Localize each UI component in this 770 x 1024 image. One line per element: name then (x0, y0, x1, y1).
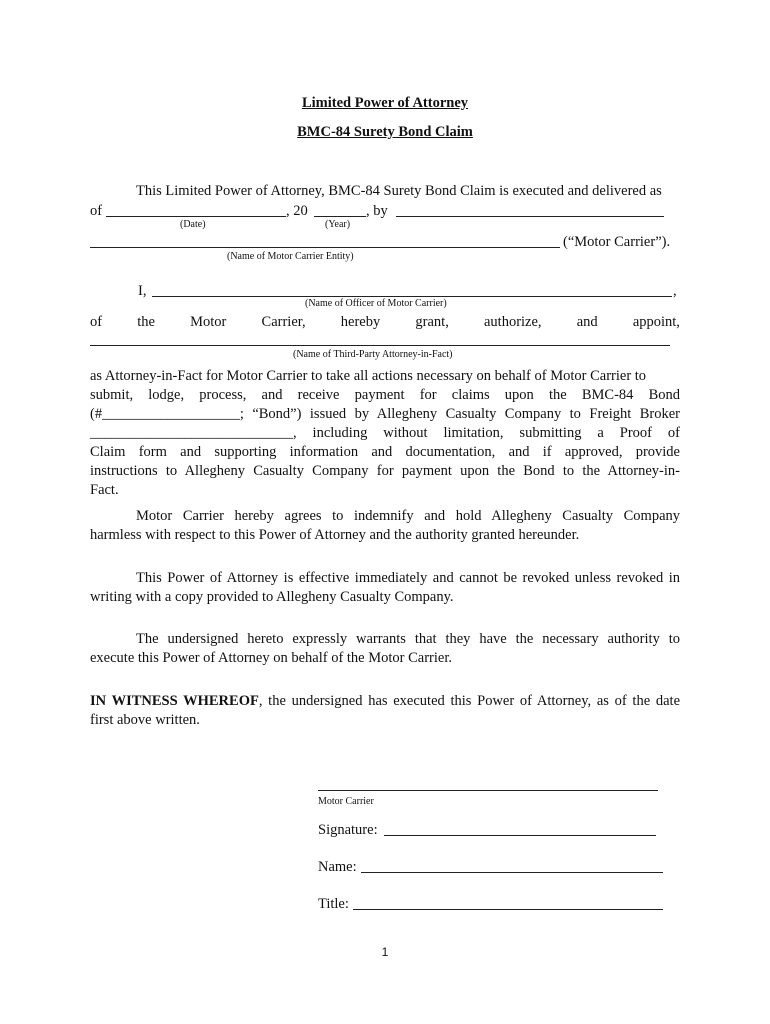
witness-paragraph (90, 692, 680, 730)
para-line: execute this Power of Attorney on behalf of the Motor Carrier. (90, 650, 452, 666)
para-line: ____________________________, including without limitation, submitting a Proof of (90, 425, 680, 441)
date-caption: (Date) (180, 219, 206, 230)
document-title: Limited Power of Attorney (301, 95, 469, 111)
para-line: This Power of Attorney is effective immediately and cannot be revoked unless revoked in (136, 570, 680, 586)
para-line: writing with a copy provided to Allegheny Casualty Company. (90, 589, 454, 605)
title-blank[interactable] (353, 909, 663, 910)
title-label: Title: (318, 896, 349, 912)
motor-carrier-suffix: (“Motor Carrier”). (563, 234, 671, 250)
year-blank[interactable] (314, 216, 366, 217)
motor-carrier-entity-blank[interactable] (90, 247, 560, 248)
attorney-caption: (Name of Third-Party Attorney-in-Fact) (293, 349, 453, 360)
by-blank[interactable] (396, 216, 664, 217)
para-line: instructions to Allegheny Casualty Company for payment upon the Bond to the Attorney-in- (90, 463, 680, 479)
para-line: Claim form and supporting information and documentation, and if approved, provide (90, 444, 680, 460)
witness-rest: , the undersigned has executed this Power of Attorney, as of the date (258, 693, 681, 709)
signature-blank[interactable] (384, 835, 656, 836)
document-subtitle: BMC-84 Surety Bond Claim (297, 124, 473, 140)
motor-carrier-blank[interactable] (318, 790, 658, 791)
signature-label: Signature: (318, 822, 378, 838)
para-line: first above written. (90, 712, 200, 728)
grant-word: the (137, 314, 155, 330)
name-blank[interactable] (361, 872, 663, 873)
grant-word: Motor (190, 314, 227, 330)
grant-word: authorize, (483, 314, 542, 330)
para-line: The undersigned hereto expressly warrants that they have the necessary authority to (136, 631, 680, 647)
witness-bold: IN WITNESS WHEREOF (90, 693, 259, 709)
grant-word: of (90, 314, 103, 330)
intro-line-1: This Limited Power of Attorney, BMC-84 Surety Bond Claim is executed and delivered as (136, 183, 662, 199)
grant-word: hereby (340, 314, 381, 330)
officer-comma: , (673, 283, 677, 299)
para-line (90, 692, 680, 711)
para-line: as Attorney-in-Fact for Motor Carrier to take all actions necessary on behalf of Motor Carrier to (90, 368, 647, 384)
officer-caption: (Name of Officer of Motor Carrier) (305, 298, 447, 309)
warrant-paragraph (90, 630, 680, 668)
i-word: I, (138, 283, 147, 299)
twenty-text: , 20 (286, 203, 308, 219)
name-label: Name: (318, 859, 357, 875)
motor-carrier-caption: Motor Carrier (318, 796, 374, 807)
page-number: 1 (381, 945, 389, 959)
date-blank[interactable] (106, 216, 286, 217)
grant-word: appoint, (632, 314, 680, 330)
grant-line (90, 315, 680, 330)
of-word: of (90, 203, 103, 219)
para-line: (#___________________; “Bond”) issued by Allegheny Casualty Company to Freight Broker (90, 406, 680, 422)
para-line: harmless with respect to this Power of Attorney and the authority granted hereunder. (90, 527, 580, 543)
grant-word: and (576, 314, 598, 330)
attorney-name-blank[interactable] (90, 345, 670, 346)
entity-caption: (Name of Motor Carrier Entity) (227, 251, 354, 262)
by-text: , by (366, 203, 388, 219)
para-line: Motor Carrier hereby agrees to indemnify and hold Allegheny Casualty Company (136, 508, 680, 524)
para-line: submit, lodge, process, and receive payment for claims upon the BMC-84 Bond (90, 387, 680, 403)
grant-word: Carrier, (261, 314, 306, 330)
grant-word: grant, (415, 314, 449, 330)
para-line: Fact. (90, 482, 119, 498)
year-caption: (Year) (325, 219, 351, 230)
officer-name-blank[interactable] (152, 296, 672, 297)
indemnify-paragraph (90, 507, 680, 545)
effective-paragraph (90, 569, 680, 607)
attorney-paragraph (90, 367, 680, 500)
